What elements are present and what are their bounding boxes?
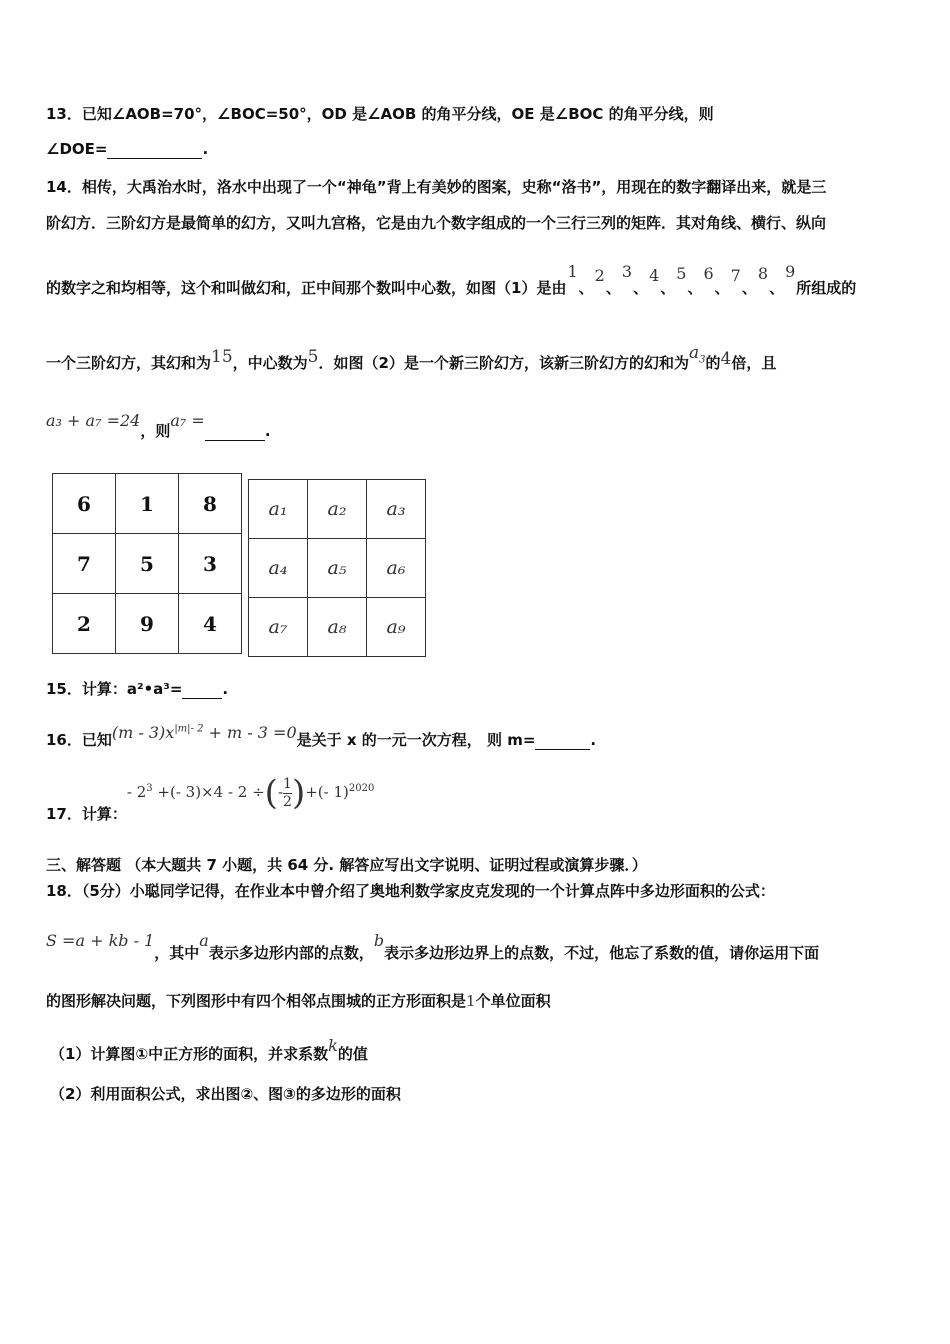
q18-part2: （2）利用面积公式，求出图②、图③的多边形的面积 — [50, 1085, 401, 1103]
q17-text: 17．计算： — [46, 805, 127, 823]
q16-expr-b: + m - 3 =0 — [203, 723, 297, 742]
q14-number-separator: 、 — [769, 279, 785, 297]
q14-line4-text-a: 一个三阶幻方，其幻和为 — [46, 354, 212, 372]
q18-var-k: k — [328, 1036, 338, 1055]
q14-number-separator: 、 — [605, 279, 621, 297]
q14-line1: 14．相传，大禹治水时，洛水中出现了一个“神龟”背上有美妙的图案，史称“洛书”，用现在的数字翻译出来，就是三 — [46, 178, 827, 196]
grid1-row — [53, 474, 242, 534]
grid2-cell: a₇ — [249, 598, 308, 657]
q17-exp-c: 2020 — [348, 783, 375, 794]
q14-magic-sum: 15 — [211, 347, 233, 367]
grid1-cell: 5 — [116, 534, 179, 594]
q14-number-list — [566, 262, 796, 297]
section-3-heading: 三、解答题 （本大题共 7 小题，共 64 分. 解答应写出文字说明、证明过程或演算步骤．） — [46, 856, 647, 874]
magic-square-figure-1 — [52, 473, 242, 654]
q14-line3-text: 的数字之和均相等，这个和叫做幻和，正中间那个数叫中心数，如图（1）是由 — [46, 279, 567, 297]
q14-times-number: 4 — [720, 349, 732, 369]
q14-number-9: 9 — [785, 262, 796, 281]
q18-line2-text-b: 表示多边形内部的点数， — [208, 944, 374, 962]
q14-number-2: 2 — [594, 266, 605, 285]
q14-line4 — [46, 343, 776, 373]
q18-line2-text-c: 表示多边形边界上的点数，不过，他忘了系数的值，请你运用下面 — [384, 944, 820, 962]
q16-text-a: 16．已知 — [46, 731, 112, 749]
grid1-row — [53, 594, 242, 654]
q18-formula: S =a + kb - 1 — [46, 931, 155, 950]
q14-line4-text-b: ，中心数为 — [232, 354, 308, 372]
q14-number-4: 4 — [649, 266, 660, 285]
q14-number-7: 7 — [730, 266, 741, 285]
q16-end: . — [590, 731, 597, 749]
q17-frac-num: 1 — [283, 775, 292, 792]
q17-exp-a: 3 — [146, 783, 153, 794]
q14-number-separator: 、 — [633, 279, 649, 297]
q17-frac-den: 2 — [283, 793, 292, 810]
q16-answer-blank[interactable] — [535, 731, 590, 750]
q18-line1: 18．（5分）小聪同学记得，在作业本中曾介绍了奥地利数学家皮克发现的一个计算点阵中多边形面积的公式： — [46, 882, 775, 900]
grid2-cell: a₈ — [308, 598, 367, 657]
q15-text: 15．计算：a²•a³= — [46, 680, 183, 698]
q14-number-6: 6 — [703, 264, 714, 283]
q14-equation: a₃ + a₇ =24 — [46, 411, 141, 430]
q14-line3 — [46, 262, 856, 298]
q16-expr-a: (m - 3)x — [111, 723, 175, 742]
q18-part1-text: （1）计算图①中正方形的面积，并求系数 — [50, 1045, 329, 1063]
q17-frac-sign: - — [277, 783, 284, 801]
q14-line4-text-c: ．如图（2）是一个新三阶幻方，该新三阶幻方的幻和为 — [318, 354, 689, 372]
grid2-cell: a₁ — [249, 480, 308, 539]
q18-line3 — [46, 990, 551, 1011]
q13-label: ∠DOE= — [46, 140, 108, 158]
q14-line2: 阶幻方．三阶幻方是最简单的幻方，又叫九宫格，它是由九个数字组成的一个三行三列的矩阵．其对角线、横行、纵向 — [46, 214, 827, 232]
q17-expr-a: - 2 — [126, 783, 147, 801]
magic-square-figure-2 — [248, 479, 426, 657]
grid1-cell: 7 — [53, 534, 116, 594]
q14-var-a3-sub: 3 — [699, 354, 706, 366]
q17-expr-b: +(- 3)×4 - 2 ÷ — [152, 783, 265, 801]
q14-number-separator: 、 — [687, 279, 703, 297]
grid2-cell: a₉ — [367, 598, 426, 657]
grid1-cell: 4 — [179, 594, 242, 654]
q18-var-b: b — [373, 931, 385, 950]
q14-center-number: 5 — [307, 347, 319, 367]
q14-line4-text-e: 倍，且 — [731, 354, 777, 372]
q14-var-a3-letter: a — [688, 343, 700, 363]
grid1-cell: 2 — [53, 594, 116, 654]
q14-number-3: 3 — [621, 262, 633, 281]
q17-line — [46, 773, 375, 823]
q18-unit-number: 1 — [466, 992, 476, 1010]
q17-right-paren: ) — [291, 773, 306, 813]
grid2-cell: a₂ — [308, 480, 367, 539]
grid1-cell: 9 — [116, 594, 179, 654]
q18-line2-text-a: ，其中 — [154, 944, 200, 962]
q18-part1-end: 的值 — [337, 1045, 368, 1063]
q14-line4-text-d: 的 — [705, 354, 721, 372]
q14-answer-blank[interactable] — [205, 422, 265, 441]
q14-number-separator: 、 — [660, 279, 676, 297]
q13-line2 — [46, 140, 208, 159]
q17-left-paren: ( — [264, 773, 278, 813]
q18-line3-text-a: 的图形解决问题，下列图形中有四个相邻点围城的正方形面积是 — [46, 992, 467, 1010]
grid2-cell: a₆ — [367, 539, 426, 598]
q16-line — [46, 723, 596, 750]
q14-number-separator: 、 — [741, 279, 757, 297]
q16-equation — [112, 723, 297, 742]
grid2-cell: a₃ — [367, 480, 426, 539]
grid2-row — [249, 480, 426, 539]
grid2-cell: a₄ — [249, 539, 308, 598]
grid2-row — [249, 598, 426, 657]
q14-var-a3 — [688, 343, 706, 366]
q17-expression — [126, 773, 375, 813]
grid2-cell: a₅ — [308, 539, 367, 598]
q16-exponent: |m|- 2 — [174, 723, 204, 735]
q18-part1 — [50, 1036, 368, 1064]
q17-expr-c: +(- 1) — [305, 783, 349, 801]
q15-end: . — [222, 680, 229, 698]
q16-text-b: 是关于 x 的一元一次方程， 则 m= — [296, 731, 536, 749]
q14-number-1: 1 — [567, 262, 578, 281]
q13-answer-blank[interactable] — [107, 140, 202, 159]
q13-line1: 13．已知∠AOB=70°，∠BOC=50°，OD 是∠AOB 的角平分线，OE 是∠BOC 的角平分线，则 — [46, 105, 714, 123]
q18-var-a: a — [199, 931, 209, 950]
grid1-cell: 8 — [179, 474, 242, 534]
q14-var-a7: a₇ = — [170, 411, 205, 430]
grid1-cell: 6 — [53, 474, 116, 534]
grid2-row — [249, 539, 426, 598]
grid1-cell: 3 — [179, 534, 242, 594]
q18-line3-text-b: 个单位面积 — [475, 992, 551, 1010]
q13-end: . — [202, 140, 209, 158]
q14-line5-end: . — [264, 422, 271, 440]
q14-number-separator: 、 — [714, 279, 730, 297]
q18-line2 — [46, 930, 820, 962]
q14-number-8: 8 — [757, 264, 769, 283]
q15-line — [46, 678, 228, 699]
q14-number-5: 5 — [676, 264, 687, 283]
q14-line5-then: ，则 — [140, 422, 171, 440]
grid1-cell: 1 — [116, 474, 179, 534]
q14-number-separator: 、 — [578, 279, 594, 297]
q14-line3-end: 所组成的 — [796, 279, 857, 297]
q15-answer-blank[interactable] — [182, 680, 222, 699]
grid1-row — [53, 534, 242, 594]
q17-fraction — [283, 776, 292, 811]
q14-line5 — [46, 410, 271, 440]
